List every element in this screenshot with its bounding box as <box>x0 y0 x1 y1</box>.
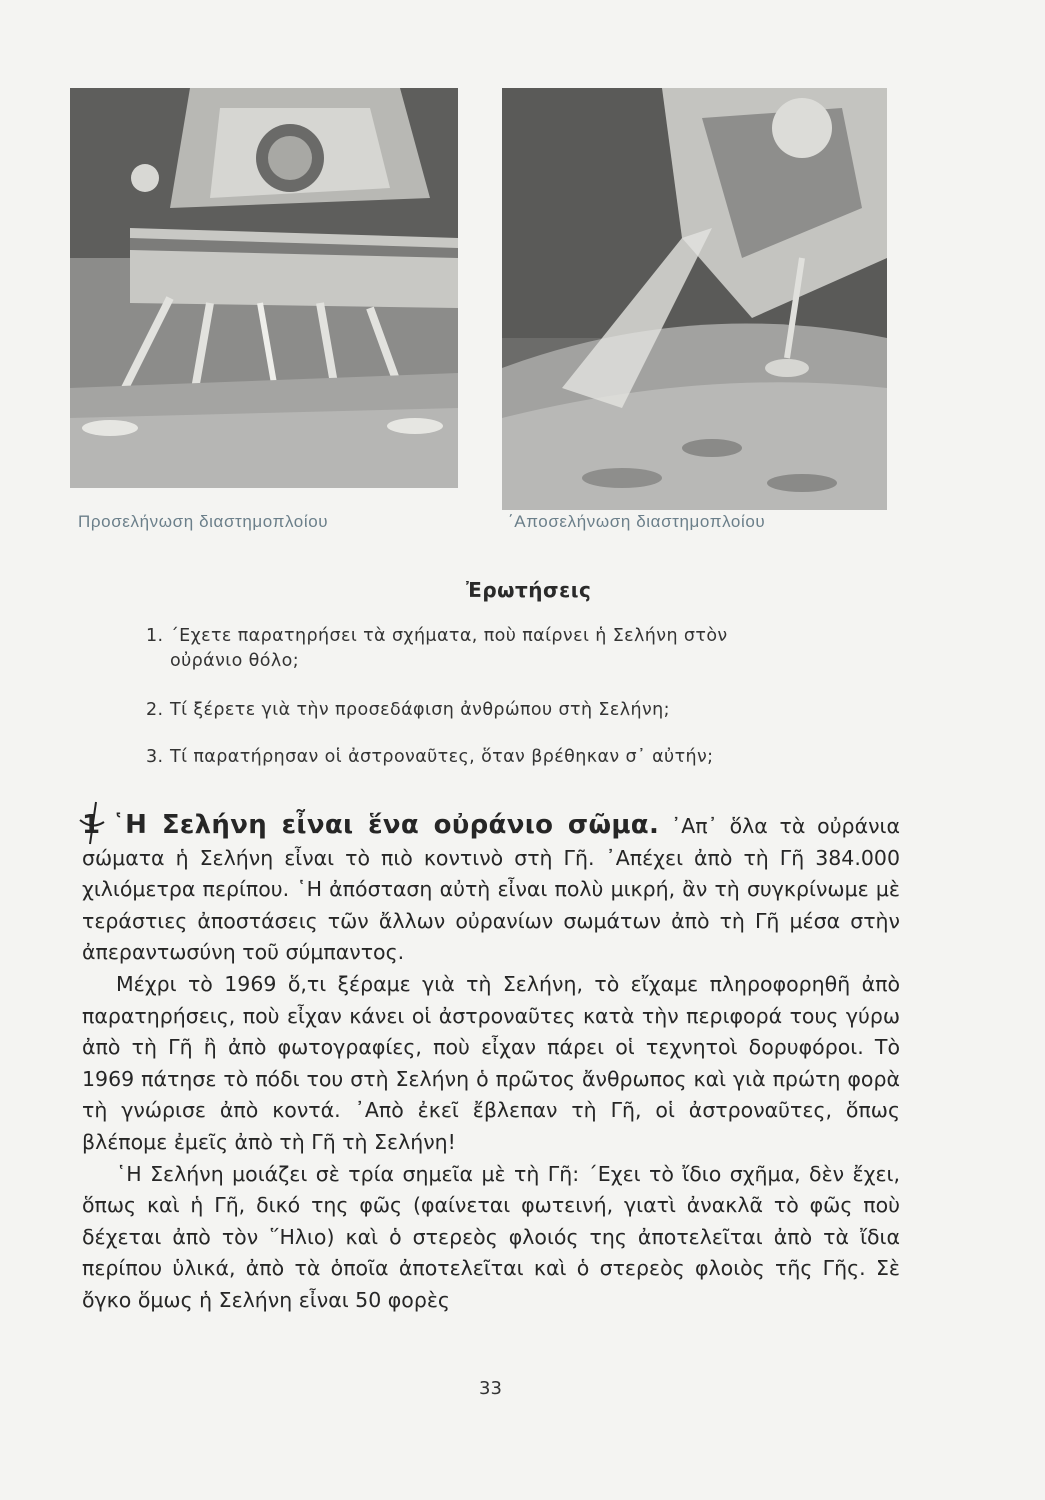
question-1 <box>146 624 728 674</box>
left-figure-caption: Προσελήνωση διαστημοπλοίου <box>78 512 329 531</box>
paragraph-1-text: ᾽Απ᾽ ὅλα τὰ οὐράνια σώματα ἡ Σελήνη εἶναι τὸ πιὸ κοντινὸ στὴ Γῆ. ᾽Απέχει ἀπὸ τὴ Γῆ 384.000 χιλιόμετρα περίπου. ῾Η ἀπόσταση αὐτὴ εἶναι πολὺ μικρή, ἂν τὴ συγκρίνωμε μὲ τεράστιες ἀποστάσεις τῶν ἄλλων οὐρανίων σωμάτων ἀπὸ τὴ Γῆ μέσα στὴν ἀπεραντωσύνη τοῦ σύμπαντος. <box>82 814 900 965</box>
question-text-continued: οὐράνιο θόλο; <box>170 651 300 671</box>
question-text: Τί παρατήρησαν οἱ ἀστροναῦτες, ὅταν βρέθηκαν σ᾽ αὐτήν; <box>170 747 714 767</box>
question-2 <box>146 698 670 723</box>
questions-title: Ἐρωτήσεις <box>466 578 592 602</box>
question-text: Τί ξέρετε γιὰ τὴν προσεδάφιση ἀνθρώπου στὴ Σελήνη; <box>170 700 670 720</box>
question-number: 2. <box>146 700 164 720</box>
question-text: ΄Εχετε παρατηρήσει τὰ σχήματα, ποὺ παίρνει ἡ Σελήνη στὸν <box>170 626 728 646</box>
question-number: 3. <box>146 747 164 767</box>
paragraph-1 <box>82 810 900 969</box>
section-number <box>82 810 100 840</box>
section-number-text: 1 <box>82 810 101 840</box>
handwritten-mark-icon <box>76 800 106 846</box>
paragraph-2: Μέχρι τὸ 1969 ὅ,τι ξέραμε γιὰ τὴ Σελήνη, τὸ εἴχαμε πληροφορηθῆ ἀπὸ παρατηρήσεις, ποὺ εἶχαν κάνει οἱ ἀστροναῦτες κατὰ τὴν περιφορά τους γύρω ἀπὸ τὴ Γῆ ἢ ἀπὸ φωτογραφίες, ποὺ εἶχαν πάρει οἱ τεχνητοὶ δορυφόροι. Τὸ 1969 πάτησε τὸ πόδι του στὴ Σελήνη ὁ πρῶτος ἄνθρωπος καὶ γιὰ πρώτη φορὰ τὴ γνώρισε ἀπὸ κοντά. ᾽Απὸ ἐκεῖ ἔβλεπαν τὴ Γῆ, οἱ ἀστροναῦτες, ὅπως βλέπομε ἐμεῖς ἀπὸ τὴ Γῆ τὴ Σελήνη! <box>82 971 900 1154</box>
lunar-ascent-photo <box>502 88 887 510</box>
lunar-landing-photo <box>70 88 458 488</box>
question-number: 1. <box>146 626 164 646</box>
paragraph-3: ῾Η Σελήνη μοιάζει σὲ τρία σημεῖα μὲ τὴ Γῆ: ΄Εχει τὸ ἴδιο σχῆμα, δὲν ἔχει, ὅπως καὶ ἡ Γῆ, δικό της φῶς (φαίνεται φωτεινή, γιατὶ ἀνακλᾶ τὸ φῶς ποὺ δέχεται ἀπὸ τὸν ῞Ηλιο) καὶ ὁ στερεὸς φλοιός της ἀποτελεῖται ἀπὸ τὰ ἴδια περίπου ὑλικά, ἀπὸ τὰ ὁποῖα ἀποτελεῖται καὶ ὁ στερεὸς φλοιὸς τῆς Γῆς. Σὲ ὄγκο ὅμως ἡ Σελήνη εἶναι 50 φορὲς <box>82 1161 900 1312</box>
body-text <box>82 810 900 1317</box>
page-number: 33 <box>479 1378 502 1399</box>
section-heading: ῾Η Σελήνη εἶναι ἕνα οὐράνιο σῶμα. <box>111 810 660 840</box>
right-figure-caption: ΄Αποσελήνωση διαστημοπλοίου <box>508 512 766 531</box>
question-3 <box>146 745 713 770</box>
